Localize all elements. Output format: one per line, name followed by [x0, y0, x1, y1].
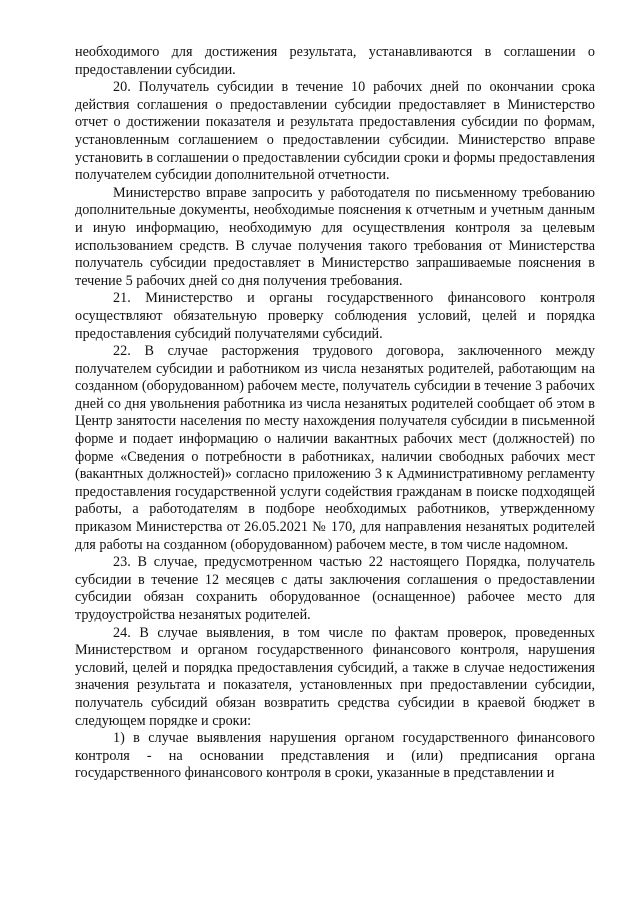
paragraph-item-20: 20. Получатель субсидии в течение 10 рабочих дней по окончании срока действия соглашения о предоставлении субсидии предоставляет в Министерство отчет о достижении показателя и результата предоставления субсидии по формам, установленным соглашением о предоставлении субсидии. Министерство вправе установить в соглашении о предоставлении субсидии сроки и формы предоставления получателем субсидии дополнительной отчетности.	[75, 79, 595, 184]
paragraph-item-21: 21. Министерство и органы государственного финансового контроля осуществляют обязательную проверку соблюдения условий, целей и порядка предоставления субсидий получателями субсидий.	[75, 290, 595, 342]
paragraph-continuation: необходимого для достижения результата, устанавливаются в соглашении о предоставлении субсидии.	[75, 44, 595, 78]
paragraph-item-20-ministry: Министерство вправе запросить у работодателя по письменному требованию дополнительные документы, необходимые пояснения к отчетным и учетным данным и иную информацию, необходимую для осуществления контроля за целевым использованием средств. В случае получения такого требования от Министерства получатель субсидии предоставляет в Министерство запрашиваемые пояснения в течение 5 рабочих дней со дня получения требования.	[75, 184, 595, 289]
paragraph-item-22: 22. В случае расторжения трудового договора, заключенного между получателем субсидии и работником из числа незанятых родителей, работающим на созданном (оборудованном) рабочем месте, получатель субсидии в течение 3 рабочих дней со дня увольнения работника из числа незанятых родителей сообщает об этом в Центр занятости населения по месту нахождения получателя субсидии в письменной форме и подает информацию о наличии вакантных рабочих мест (должностей) по форме «Сведения о потребности в работниках, наличии свободных рабочих мест (вакантных должностей)» согласно приложению 3 к Административному регламенту предоставления государственной услуги содействия гражданам в поиске подходящей работы, а работодателям в подборе необходимых работников, утвержденному приказом Министерства от 26.05.2021 № 170, для направления незанятых родителей для работы на созданном (оборудованном) рабочем месте, в том числе надомном.	[75, 343, 595, 553]
document-page	[75, 44, 595, 783]
paragraph-item-24-1: 1) в случае выявления нарушения органом государственного финансового контроля - на основании представления и (или) предписания органа государственного финансового контроля в сроки, указанные в представлении и	[75, 730, 595, 782]
paragraph-item-23: 23. В случае, предусмотренном частью 22 настоящего Порядка, получатель субсидии в течение 12 месяцев с даты заключения соглашения о предоставлении субсидии обязан сохранить оборудованное (оснащенное) рабочее место для трудоустройства незанятых родителей.	[75, 554, 595, 623]
paragraph-item-24: 24. В случае выявления, в том числе по фактам проверок, проведенных Министерством и органом государственного финансового контроля, нарушения условий, целей и порядка предоставления субсидий, а также в случае недостижения значения результата и показателя, установленных при предоставлении субсидии, получатель субсидий обязан возвратить средства субсидии в краевой бюджет в следующем порядке и сроки:	[75, 624, 595, 729]
